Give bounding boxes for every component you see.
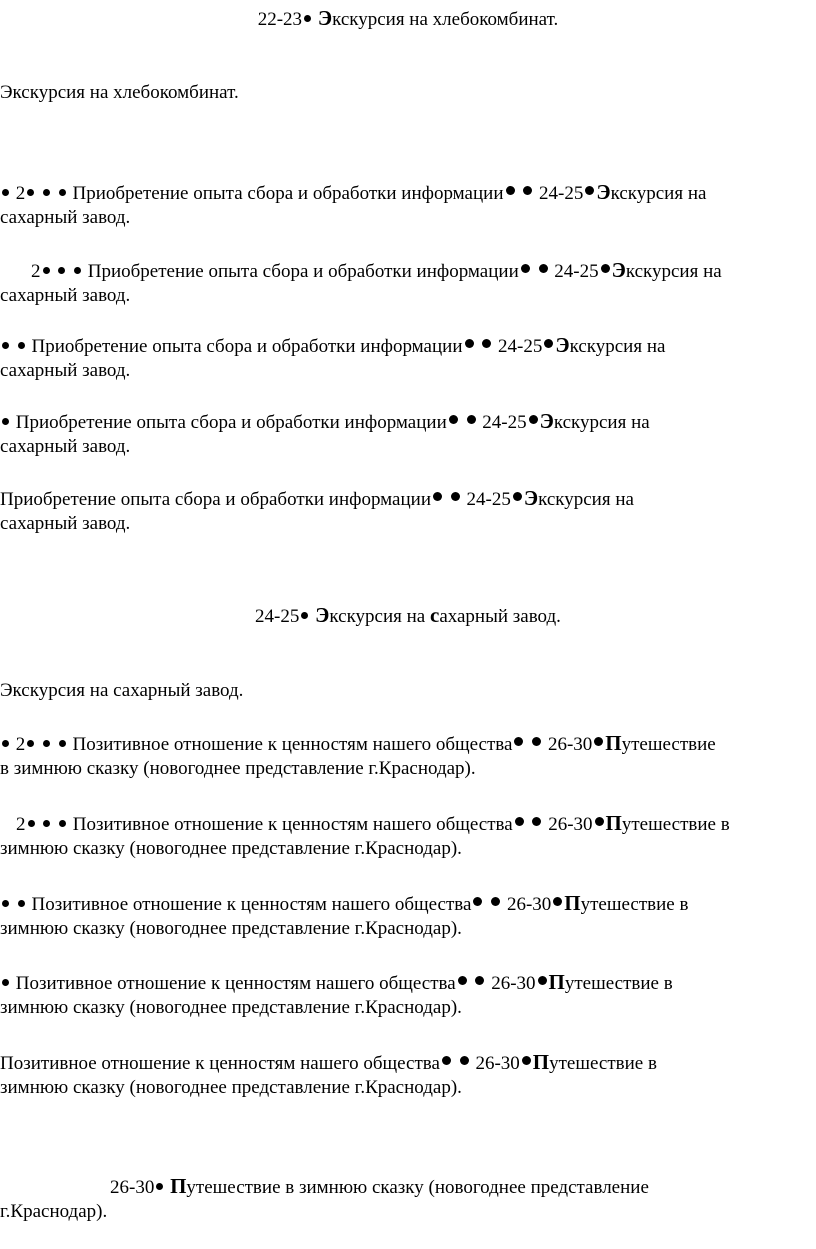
paragraph-text-tail: утешествие в: [621, 814, 730, 835]
paragraph-number: 26-30: [547, 734, 593, 755]
heading-second-letter: с: [429, 603, 440, 627]
paragraph-number: 26-30: [491, 973, 536, 994]
bullet-icon: [522, 1056, 531, 1065]
bullet-icon: [59, 189, 66, 196]
bullet-icon: [28, 820, 35, 827]
bullet-icon: [2, 979, 9, 986]
paragraph-text: Приобретение опыта сбора и обработки информации: [31, 336, 463, 357]
bullet-icon: [532, 817, 541, 826]
bullet-icon: [156, 1183, 163, 1190]
bullet-icon: [544, 339, 553, 348]
paragraph-number: 24-25: [466, 489, 511, 510]
paragraph-text-tail: кскурсия на: [610, 183, 707, 204]
bullet-icon: [2, 740, 9, 747]
paragraph-values-2: [16, 811, 730, 837]
paragraph-values-3: [0, 891, 688, 917]
subtitle-excursion-bakery: Экскурсия на хлебокомбинат.: [0, 82, 239, 103]
paragraph-initial-letter: П: [605, 731, 622, 755]
bullet-icon: [460, 1056, 469, 1065]
paragraph-values-5-line2: зимнюю сказку (новогоднее представление г.Краснодар).: [0, 1077, 462, 1098]
heading-initial-letter: П: [170, 1174, 187, 1198]
paragraph-info-3: [0, 333, 665, 359]
paragraph-text: Позитивное отношение к ценностям нашего общества: [31, 894, 472, 915]
bullet-icon: [2, 189, 9, 196]
paragraph-prefix: 2: [15, 183, 26, 204]
paragraph-prefix: 2: [15, 734, 26, 755]
paragraph-initial-letter: Э: [596, 180, 611, 204]
bullet-icon: [43, 189, 50, 196]
paragraph-text-tail: утешествие в: [564, 973, 673, 994]
bullet-icon: [594, 737, 603, 746]
paragraph-text: Позитивное отношение к ценностям нашего общества: [72, 734, 513, 755]
paragraph-text-tail: кскурсия на: [538, 489, 634, 510]
bullet-icon: [506, 186, 515, 195]
paragraph-initial-letter: П: [548, 970, 565, 994]
paragraph-values-2-line2: зимнюю сказку (новогоднее представление г.Краснодар).: [0, 838, 462, 859]
bullet-icon: [523, 186, 532, 195]
heading-text-tail: ахарный завод.: [439, 606, 561, 627]
bullet-icon: [513, 492, 522, 501]
paragraph-initial-letter: П: [532, 1050, 550, 1074]
bullet-icon: [465, 339, 474, 348]
paragraph-prefix: 2: [31, 261, 41, 282]
heading-number: 24-25: [255, 606, 300, 627]
paragraph-initial-letter: П: [564, 891, 581, 915]
paragraph-initial-letter: Э: [523, 486, 539, 510]
bullet-icon: [27, 740, 34, 747]
bullet-icon: [529, 415, 538, 424]
bullet-icon: [43, 820, 50, 827]
bullet-icon: [532, 737, 541, 746]
paragraph-initial-letter: Э: [539, 409, 554, 433]
paragraph-values-3-line2: зимнюю сказку (новогоднее представление г.Краснодар).: [0, 918, 462, 939]
bullet-icon: [18, 900, 25, 907]
paragraph-text-tail: кскурсия на: [553, 412, 650, 433]
bullet-icon: [521, 264, 530, 273]
bullet-icon: [491, 897, 500, 906]
bullet-icon: [538, 976, 547, 985]
paragraph-text: Приобретение опыта сбора и обработки информации: [87, 261, 519, 282]
bullet-icon: [595, 817, 604, 826]
bullet-icon: [304, 15, 311, 22]
paragraph-info-5-line2: сахарный завод.: [0, 513, 131, 534]
paragraph-number: 24-25: [539, 183, 584, 204]
bullet-icon: [585, 186, 594, 195]
bullet-icon: [301, 612, 308, 619]
bullet-icon: [2, 342, 9, 349]
bullet-icon: [553, 897, 562, 906]
paragraph-info-1: [0, 180, 706, 206]
bullet-icon: [515, 817, 524, 826]
paragraph-values-5: [0, 1050, 657, 1076]
paragraph-info-1-line2: сахарный завод.: [0, 207, 131, 228]
paragraph-info-5: [0, 486, 634, 512]
paragraph-info-4: [0, 409, 650, 435]
heading-excursion-sugar-factory: [0, 603, 816, 629]
bullet-icon: [18, 342, 25, 349]
paragraph-initial-letter: Э: [611, 258, 626, 282]
paragraph-number: 24-25: [554, 261, 599, 282]
bullet-icon: [59, 740, 66, 747]
heading-initial-letter: Э: [315, 603, 330, 627]
bullet-icon: [74, 267, 81, 274]
paragraph-text: Позитивное отношение к ценностям нашего общества: [15, 973, 456, 994]
paragraph-info-4-line2: сахарный завод.: [0, 436, 131, 457]
bullet-icon: [539, 264, 548, 273]
bullet-icon: [482, 339, 491, 348]
bullet-icon: [2, 900, 9, 907]
bullet-icon: [58, 267, 65, 274]
subtitle-excursion-sugar-factory: Экскурсия на сахарный завод.: [0, 680, 244, 701]
bullet-icon: [43, 740, 50, 747]
bullet-icon: [27, 189, 34, 196]
heading-text: кскурсия на хлебокомбинат.: [332, 9, 559, 30]
bullet-icon: [467, 415, 476, 424]
paragraph-initial-letter: П: [605, 811, 622, 835]
bullet-icon: [475, 976, 484, 985]
bullet-icon: [473, 897, 482, 906]
bullet-icon: [59, 820, 66, 827]
bullet-icon: [449, 415, 458, 424]
heading-initial-letter: Э: [317, 6, 333, 30]
paragraph-text-tail: утешествие: [621, 734, 716, 755]
heading-journey-winter-tale-line2: г.Краснодар).: [0, 1201, 108, 1222]
paragraph-values-4: [0, 970, 673, 996]
bullet-icon: [442, 1056, 451, 1065]
heading-text: кскурсия на: [329, 606, 430, 627]
bullet-icon: [2, 418, 9, 425]
paragraph-prefix: 2: [16, 814, 26, 835]
bullet-icon: [601, 264, 610, 273]
heading-excursion-bakery: [0, 6, 816, 32]
paragraph-info-3-line2: сахарный завод.: [0, 360, 131, 381]
paragraph-number: 26-30: [548, 814, 593, 835]
paragraph-number: 24-25: [482, 412, 527, 433]
bullet-icon: [451, 492, 460, 501]
paragraph-number: 26-30: [506, 894, 552, 915]
heading-number: 26-30: [110, 1177, 155, 1198]
paragraph-initial-letter: Э: [555, 333, 570, 357]
paragraph-values-1: [0, 731, 716, 757]
paragraph-values-4-line2: зимнюю сказку (новогоднее представление г.Краснодар).: [0, 997, 462, 1018]
bullet-icon: [43, 267, 50, 274]
bullet-icon: [433, 492, 442, 501]
paragraph-info-2-line2: сахарный завод.: [0, 285, 131, 306]
paragraph-text-tail: кскурсия на: [625, 261, 722, 282]
paragraph-number: 26-30: [475, 1053, 520, 1074]
paragraph-text: Приобретение опыта сбора и обработки информации: [0, 489, 431, 510]
paragraph-text: Позитивное отношение к ценностям нашего общества: [72, 814, 513, 835]
bullet-icon: [514, 737, 523, 746]
paragraph-text-tail: утешествие в: [549, 1053, 657, 1074]
heading-number: 22-23: [257, 9, 303, 30]
paragraph-text: Приобретение опыта сбора и обработки информации: [15, 412, 447, 433]
heading-text: утешествие в зимнюю сказку (новогоднее представление: [186, 1177, 649, 1198]
paragraph-text: Приобретение опыта сбора и обработки информации: [72, 183, 504, 204]
paragraph-values-1-line2: в зимнюю сказку (новогоднее представление г.Краснодар).: [0, 758, 476, 779]
paragraph-text: Позитивное отношение к ценностям нашего общества: [0, 1053, 440, 1074]
paragraph-text-tail: кскурсия на: [569, 336, 666, 357]
paragraph-text-tail: утешествие в: [580, 894, 689, 915]
bullet-icon: [458, 976, 467, 985]
paragraph-info-2: [31, 258, 722, 284]
heading-journey-winter-tale: [110, 1174, 649, 1200]
paragraph-number: 24-25: [498, 336, 543, 357]
